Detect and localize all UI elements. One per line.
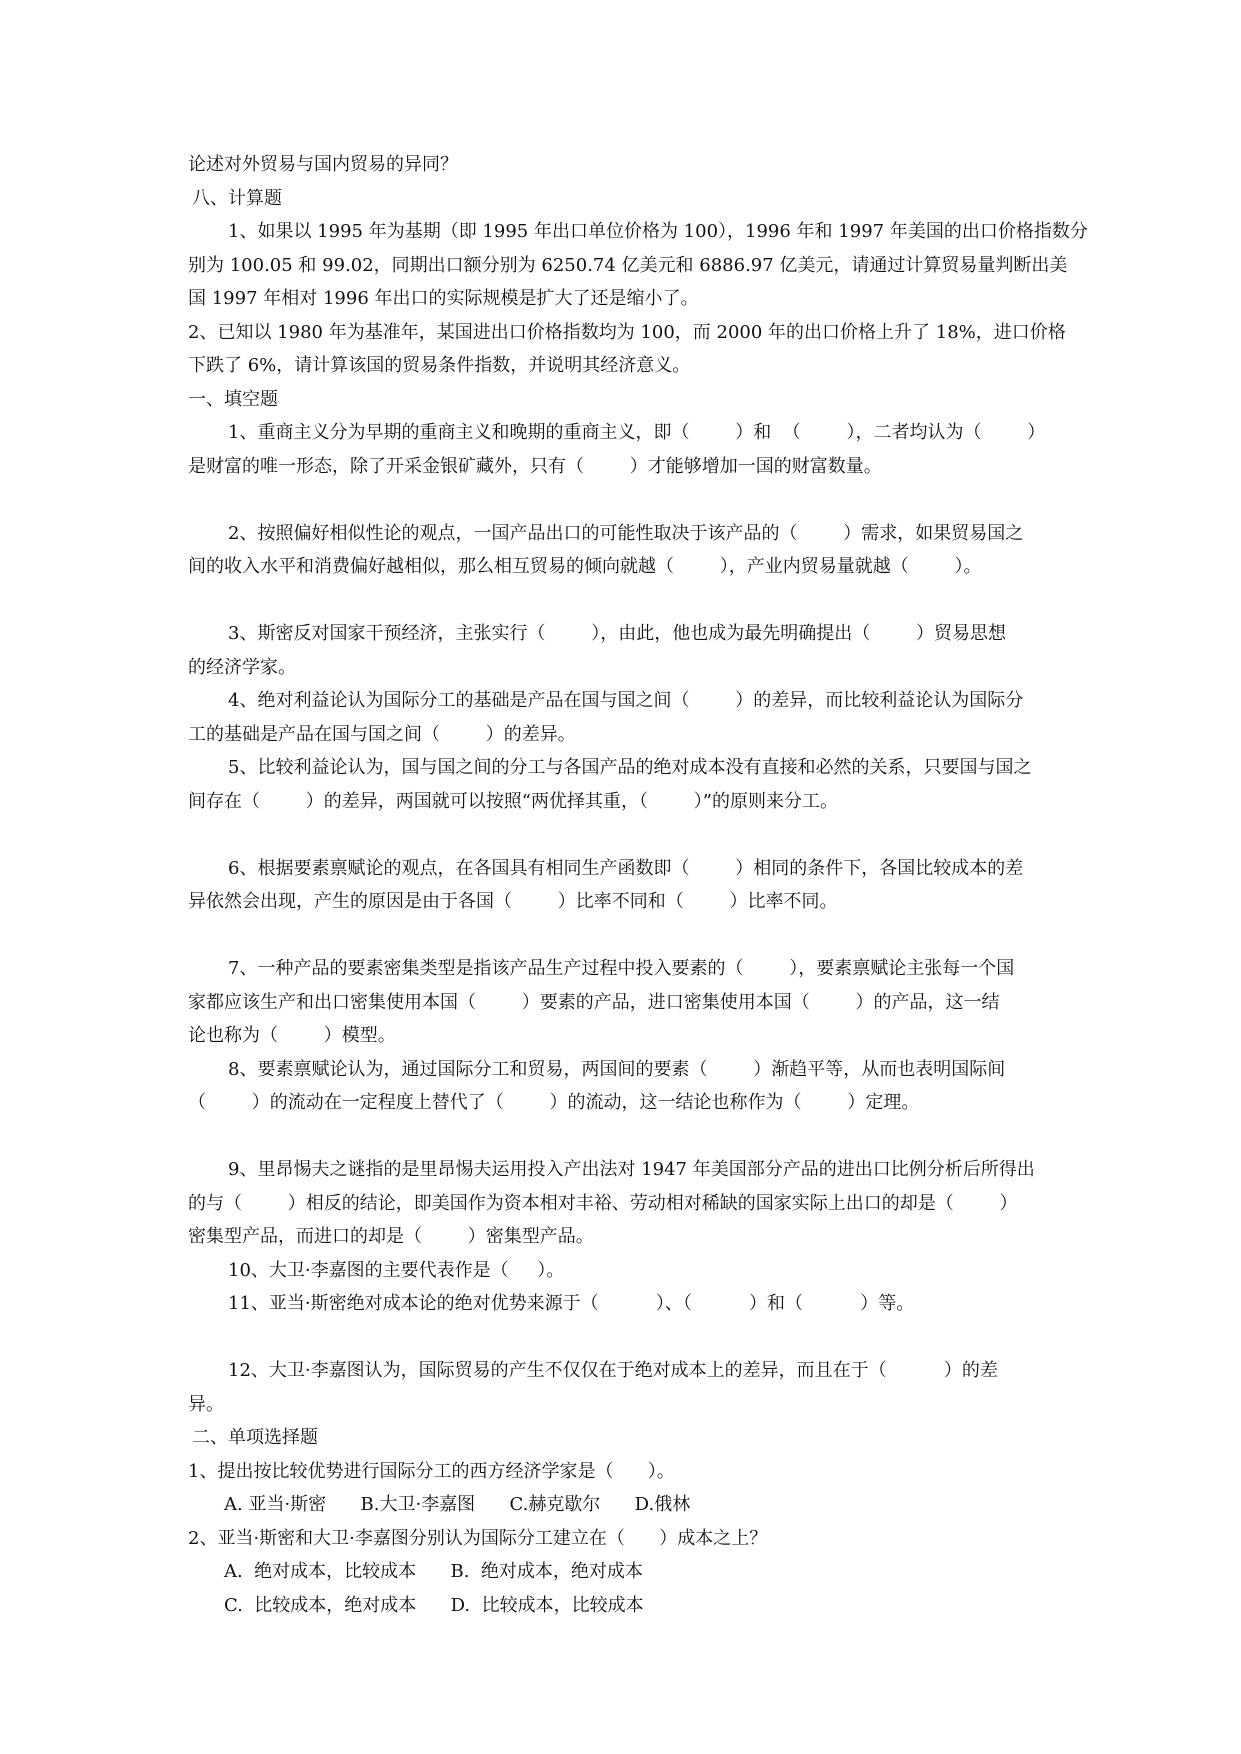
blank-line	[188, 1321, 1056, 1355]
text-line: 一、填空题	[188, 388, 278, 410]
text-line: 9、里昂惕夫之谜指的是里昂惕夫运用投入产出法对 1947 年美国部分产品的进出口比例分析后所得出	[228, 1159, 1035, 1180]
blank-line	[188, 584, 1056, 618]
text-line: 12、大卫·李嘉图认为，国际贸易的产生不仅仅在于绝对成本上的差异，而且在于（ ）的差	[228, 1360, 998, 1381]
blank-line	[188, 483, 1056, 517]
text-line: 八、计算题	[192, 187, 282, 209]
text-line: 1、提出按比较优势进行国际分工的西方经济学家是（ ）。	[188, 1460, 675, 1482]
text-line: C. 比较成本，绝对成本 D. 比较成本，比较成本	[224, 1594, 644, 1616]
text-line: 8、要素禀赋论认为，通过国际分工和贸易，两国间的要素（ ）渐趋平等，从而也表明国际间	[228, 1058, 1006, 1080]
text-line: 的经济学家。	[188, 656, 296, 678]
text-line: 是财富的唯一形态，除了开采金银矿藏外，只有（ ）才能够增加一国的财富数量。	[188, 455, 882, 477]
text-line: 间存在（ ）的差异，两国就可以按照“两优择其重，（ ）”的原则来分工。	[188, 790, 838, 812]
text-line: 4、绝对利益论认为国际分工的基础是产品在国与国之间（ ）的差异，而比较利益论认为国际分	[228, 690, 1024, 711]
text-line: 1、重商主义分为早期的重商主义和晚期的重商主义，即（ ）和 （ ），二者均认为（ ）	[228, 422, 1046, 443]
blank-line	[188, 1120, 1056, 1154]
text-line: 论述对外贸易与国内贸易的异同？	[188, 154, 458, 175]
text-line: 的与（ ）相反的结论，即美国作为资本相对丰裕、劳动相对稀缺的国家实际上出口的却是（ ）	[188, 1192, 1018, 1214]
text-line: 下跌了 6%，请计算该国的贸易条件指数，并说明其经济意义。	[188, 355, 691, 376]
text-line: 间的收入水平和消费偏好越相似，那么相互贸易的倾向就越（ ），产业内贸易量就越（ ）。	[188, 556, 982, 577]
text-line: A. 亚当·斯密 B.大卫·李嘉图 C.赫克歇尔 D.俄林	[224, 1494, 691, 1515]
text-line: 异。	[188, 1393, 224, 1415]
text-line: 家都应该生产和出口密集使用本国（ ）要素的产品，进口密集使用本国（ ）的产品，这一结	[188, 991, 1000, 1013]
text-line: 2、亚当·斯密和大卫·李嘉图分别认为国际分工建立在（ ）成本之上？	[188, 1527, 768, 1549]
text-line: 6、根据要素禀赋论的观点，在各国具有相同生产函数即（ ）相同的条件下，各国比较成本的差	[228, 857, 1024, 879]
text-line: 国 1997 年相对 1996 年出口的实际规模是扩大了还是缩小了。	[188, 288, 699, 309]
text-line: 二、单项选择题	[192, 1427, 318, 1448]
blank-line	[188, 818, 1056, 852]
text-line: 11、亚当·斯密绝对成本论的绝对优势来源于（ ）、（ ）和（ ）等。	[228, 1293, 915, 1314]
text-line: A. 绝对成本，比较成本 B. 绝对成本，绝对成本	[224, 1561, 643, 1582]
text-line: 工的基础是产品在国与国之间（ ）的差异。	[188, 723, 576, 745]
blank-line	[188, 919, 1056, 953]
text-line: 7、一种产品的要素密集类型是指该产品生产过程中投入要素的（ ），要素禀赋论主张每一个国	[228, 958, 1015, 979]
text-line: 10、大卫·李嘉图的主要代表作是（ ）。	[228, 1259, 565, 1281]
text-line: 2、按照偏好相似性论的观点，一国产品出口的可能性取决于该产品的（ ）需求，如果贸易国之	[228, 522, 1024, 544]
text-line: （ ）的流动在一定程度上替代了（ ）的流动，这一结论也称作为（ ）定理。	[188, 1092, 920, 1113]
text-line: 3、斯密反对国家干预经济，主张实行（ ），由此，他也成为最先明确提出（ ）贸易思想	[228, 623, 1006, 644]
text-line: 密集型产品，而进口的却是（ ）密集型产品。	[188, 1226, 594, 1247]
text-line: 别为 100.05 和 99.02，同期出口额分别为 6250.74 亿美元和 6886.97 亿美元，请通过计算贸易量判断出美	[188, 254, 1068, 276]
text-line: 论也称为（ ）模型。	[188, 1025, 396, 1046]
text-line: 5、比较利益论认为，国与国之间的分工与各国产品的绝对成本没有直接和必然的关系，只要国与国之	[228, 757, 1032, 778]
text-line: 2、已知以 1980 年为基准年，某国进出口价格指数均为 100，而 2000 年的出口价格上升了 18%，进口价格	[188, 321, 1066, 343]
text-line: 异依然会出现，产生的原因是由于各国（ ）比率不同和（ ）比率不同。	[188, 891, 838, 912]
document-page	[188, 148, 1088, 1622]
text-line: 1、如果以 1995 年为基期（即 1995 年出口单位价格为 100），1996 年和 1997 年美国的出口价格指数分	[228, 221, 1088, 242]
